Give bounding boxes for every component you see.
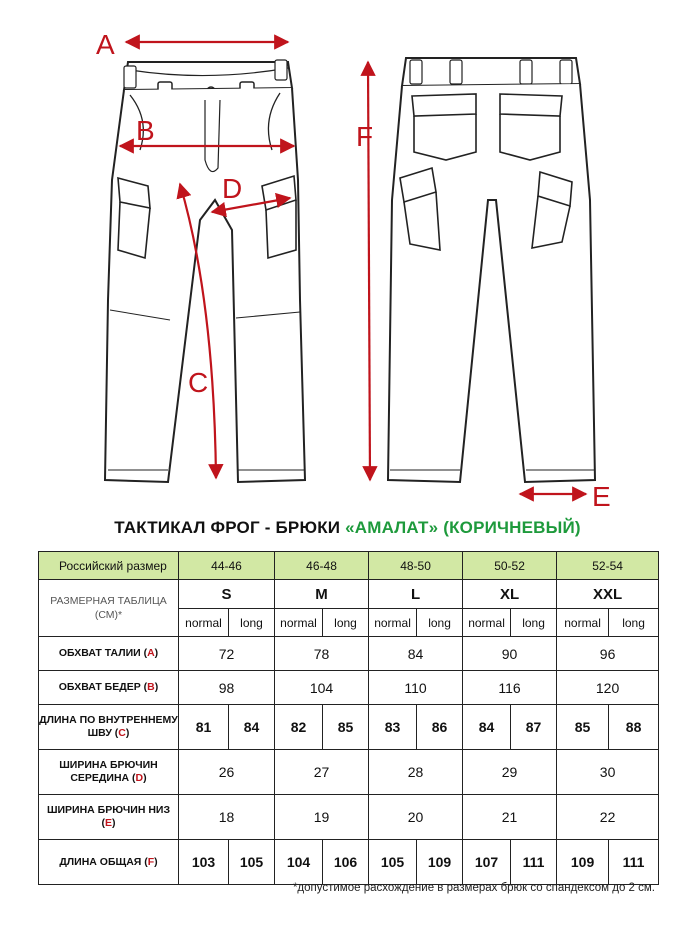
cell: 20 [369, 795, 463, 840]
variant: normal [463, 609, 511, 637]
table-row [39, 750, 659, 795]
cell: 111 [609, 840, 659, 885]
cell: 87 [511, 705, 557, 750]
label-f: F [356, 121, 374, 152]
row-label: ШИРИНА БРЮЧИН НИЗ (E) [39, 795, 179, 840]
cell: 109 [417, 840, 463, 885]
variant: long [417, 609, 463, 637]
cell: 116 [463, 671, 557, 705]
row-label: ШИРИНА БРЮЧИН СЕРЕДИНА (D) [39, 750, 179, 795]
cell: 86 [417, 705, 463, 750]
cell: 78 [275, 637, 369, 671]
page-title [0, 518, 695, 538]
cell: 19 [275, 795, 369, 840]
cell: 72 [179, 637, 275, 671]
row-label: ДЛИНА ПО ВНУТРЕННЕМУ ШВУ (C) [39, 705, 179, 750]
cell: 29 [463, 750, 557, 795]
label-d: D [222, 173, 243, 204]
cell: 81 [179, 705, 229, 750]
row-label: ДЛИНА ОБЩАЯ (F) [39, 840, 179, 885]
cell: 90 [463, 637, 557, 671]
cell: 84 [369, 637, 463, 671]
cell: 120 [557, 671, 659, 705]
label-c: C [188, 367, 209, 398]
ru-size: 44-46 [179, 552, 275, 580]
letter-size: XXL [557, 580, 659, 609]
letter-size: M [275, 580, 369, 609]
ru-size: 50-52 [463, 552, 557, 580]
cell: 85 [323, 705, 369, 750]
label-b: B [136, 115, 155, 146]
cell: 107 [463, 840, 511, 885]
size-table [38, 551, 659, 885]
cell: 22 [557, 795, 659, 840]
cell: 26 [179, 750, 275, 795]
variant: normal [275, 609, 323, 637]
front-trousers [105, 60, 305, 482]
cell: 84 [229, 705, 275, 750]
cell: 27 [275, 750, 369, 795]
variant: normal [369, 609, 417, 637]
table-row [39, 840, 659, 885]
cell: 103 [179, 840, 229, 885]
cell: 110 [369, 671, 463, 705]
table-subtitle: РАЗМЕРНАЯ ТАБЛИЦА (СМ)* [39, 580, 179, 637]
cell: 28 [369, 750, 463, 795]
row-label: ОБХВАТ ТАЛИИ (A) [39, 637, 179, 671]
cell: 98 [179, 671, 275, 705]
cell: 104 [275, 671, 369, 705]
cell: 111 [511, 840, 557, 885]
variant: long [609, 609, 659, 637]
cell: 18 [179, 795, 275, 840]
cell: 109 [557, 840, 609, 885]
variant: long [323, 609, 369, 637]
variant: long [229, 609, 275, 637]
table-row [39, 795, 659, 840]
title-product: «АМАЛАТ» (КОРИЧНЕВЫЙ) [345, 518, 581, 537]
title-main: ТАКТИКАЛ ФРОГ - БРЮКИ [114, 518, 346, 537]
cell: 96 [557, 637, 659, 671]
table-row [39, 705, 659, 750]
row-label: ОБХВАТ БЕДЕР (B) [39, 671, 179, 705]
variant: long [511, 609, 557, 637]
cell: 21 [463, 795, 557, 840]
letter-size: S [179, 580, 275, 609]
label-e: E [592, 481, 611, 510]
cell: 82 [275, 705, 323, 750]
ru-size: 48-50 [369, 552, 463, 580]
letter-size: XL [463, 580, 557, 609]
footnote: *допустимое расхождение в размерах брюк со спандексом до 2 см. [292, 882, 655, 894]
ru-size-row [39, 552, 659, 580]
label-a: A [96, 29, 115, 60]
cell: 106 [323, 840, 369, 885]
letter-size: L [369, 580, 463, 609]
table-row [39, 671, 659, 705]
table-row [39, 637, 659, 671]
back-trousers [388, 58, 595, 482]
cell: 105 [229, 840, 275, 885]
cell: 104 [275, 840, 323, 885]
cell: 85 [557, 705, 609, 750]
ru-size: 52-54 [557, 552, 659, 580]
variant: normal [179, 609, 229, 637]
cell: 105 [369, 840, 417, 885]
ru-size-label: Российский размер [39, 552, 179, 580]
cell: 84 [463, 705, 511, 750]
cell: 83 [369, 705, 417, 750]
cell: 30 [557, 750, 659, 795]
ru-size: 46-48 [275, 552, 369, 580]
cell: 88 [609, 705, 659, 750]
letter-size-row [39, 580, 659, 609]
variant: normal [557, 609, 609, 637]
